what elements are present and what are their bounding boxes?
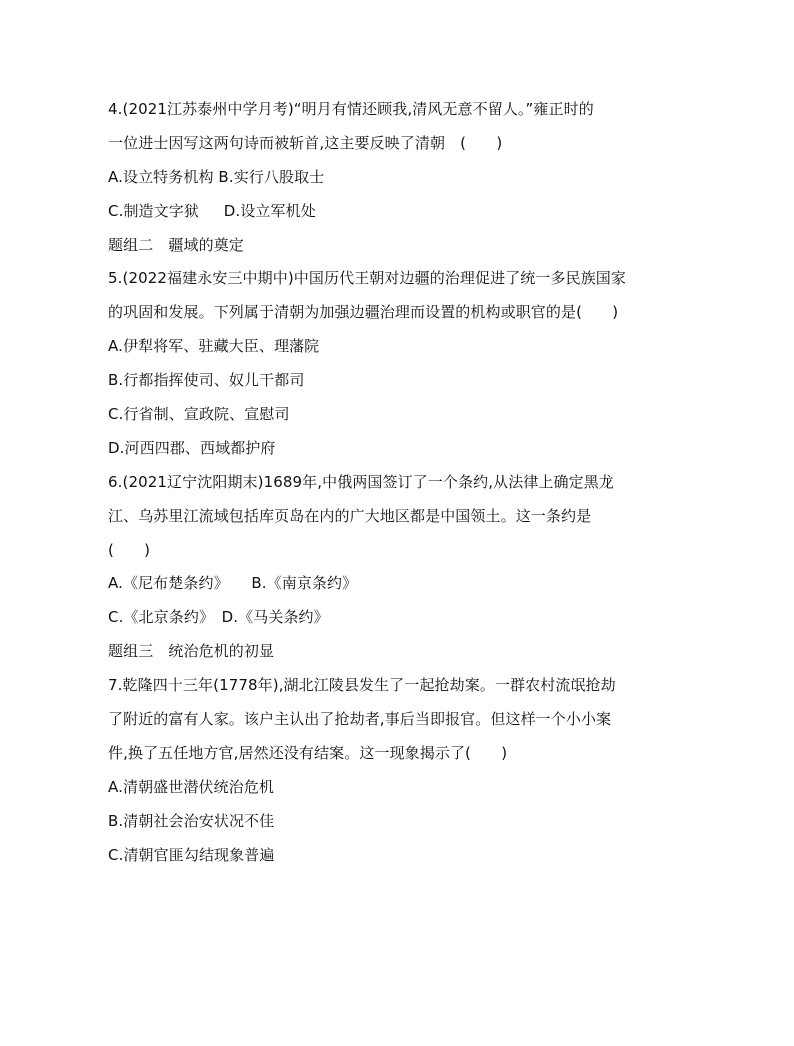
q6-options-cd: C.《北京条约》 D.《马关条约》 xyxy=(108,608,329,627)
q6-stem-line-2: 江、乌苏里江流域包括库页岛在内的广大地区都是中国领土。这一条约是 xyxy=(108,506,592,525)
q5-stem-line-1: 5.(2022福建永安三中期中)中国历代王朝对边疆的治理促进了统一多民族国家 xyxy=(108,269,626,288)
q6-stem-line-1: 6.(2021辽宁沈阳期末)1689年,中俄两国签订了一个条约,从法律上确定黑龙 xyxy=(108,472,614,491)
q4-stem-line-1: 4.(2021江苏泰州中学月考)“明月有情还顾我,清风无意不留人。”雍正时的 xyxy=(108,100,594,118)
q5-stem-line-2: 的巩固和发展。下列属于清朝为加强边疆治理而设置的机构或职官的是( ) xyxy=(108,303,619,322)
q5-option-b: B.行都指挥使司、奴儿干都司 xyxy=(108,371,305,390)
q7-option-a: A.清朝盛世潜伏统治危机 xyxy=(108,777,274,796)
q5-option-d: D.河西四郡、西域都护府 xyxy=(108,438,276,457)
q6-options-ab: A.《尼布楚条约》 B.《南京条约》 xyxy=(108,574,358,593)
q7-option-b: B.清朝社会治安状况不佳 xyxy=(108,811,275,830)
q5-option-c: C.行省制、宣政院、宣慰司 xyxy=(108,405,290,424)
q7-stem-line-1: 7.乾隆四十三年(1778年),湖北江陵县发生了一起抢劫案。一群农村流氓抢劫 xyxy=(108,676,616,695)
q7-stem-line-2: 了附近的富有人家。该户主认出了抢劫者,事后当即报官。但这样一个小小案 xyxy=(108,710,612,729)
q6-answer-blank: ( ) xyxy=(108,540,151,559)
q7-option-c: C.清朝官匪勾结现象普遍 xyxy=(108,845,275,864)
section-heading-2: 题组二 疆域的奠定 xyxy=(108,235,244,254)
q5-option-a: A.伊犁将军、驻藏大臣、理藩院 xyxy=(108,337,320,356)
section-heading-3: 题组三 统治危机的初显 xyxy=(108,642,275,661)
q4-options-cd: C.制造文字狱 D.设立军机处 xyxy=(108,201,316,220)
q4-options-ab: A.设立特务机构 B.实行八股取士 xyxy=(108,167,325,186)
q4-stem-line-2: 一位进士因写这两句诗而被斩首,这主要反映了清朝 ( ) xyxy=(108,133,503,152)
q7-stem-line-3: 件,换了五任地方官,居然还没有结案。这一现象揭示了( ) xyxy=(108,743,508,762)
document-page xyxy=(108,93,688,872)
